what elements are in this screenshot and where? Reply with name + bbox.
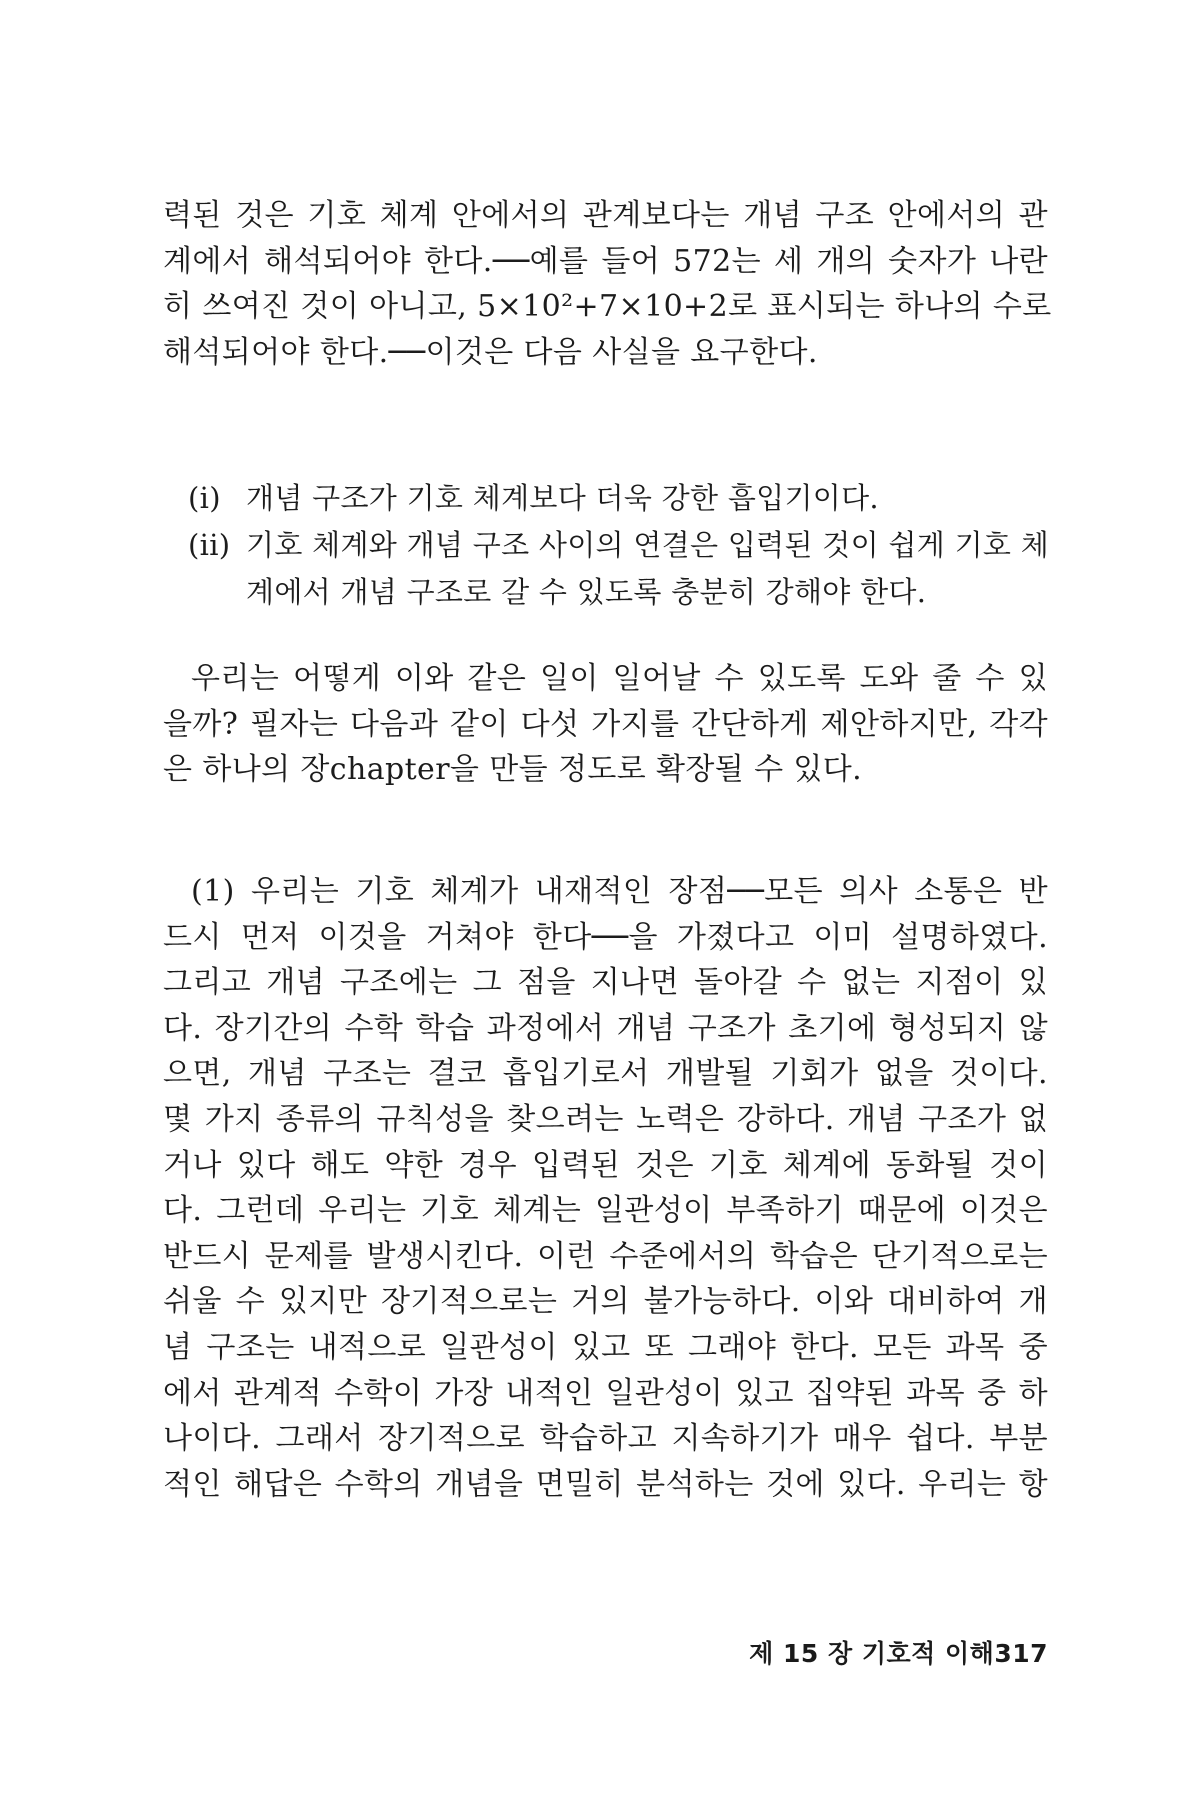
page-number: 317: [994, 1639, 1048, 1668]
paragraph-1-line-1: 력된 것은 기호 체계 안에서의 관계보다는 개념 구조 안에서의 관: [163, 198, 1048, 233]
paragraph-3-line-6: 몇 가지 종류의 규칙성을 찾으려는 노력은 강하다. 개념 구조가 없: [163, 1101, 1048, 1137]
paragraph-3-line-12: 에서 관계적 수학이 가장 내적인 일관성이 있고 집약된 과목 중 하: [163, 1375, 1048, 1411]
paragraph-1-line-3: 히 쓰여진 것이 아니고, 5×10²+7×10+2로 표시되는 하나의 수로: [163, 289, 1052, 325]
paragraph-3-line-7: 거나 있다 해도 약한 경우 입력된 것은 기호 체계에 동화될 것이: [163, 1147, 1048, 1183]
paragraph-2-line-1: 우리는 어떻게 이와 같은 일이 일어날 수 있도록 도와 줄 수 있: [191, 661, 1048, 696]
paragraph-3-line-4: 다. 장기간의 수학 학습 과정에서 개념 구조가 초기에 형성되지 않: [163, 1010, 1048, 1046]
paragraph-3-line-11: 념 구조는 내적으로 일관성이 있고 또 그래야 한다. 모든 과목 중: [163, 1329, 1048, 1365]
paragraph-3-line-10: 쉬울 수 있지만 장기적으로는 거의 불가능하다. 이와 대비하여 개: [163, 1284, 1048, 1320]
paragraph-2-line-2: 을까? 필자는 다음과 같이 다섯 가지를 간단하게 제안하지만, 각각: [163, 706, 1048, 742]
list-item-i: [188, 475, 1048, 522]
paragraph-3-line-8: 다. 그런데 우리는 기호 체계는 일관성이 부족하기 때문에 이것은: [163, 1193, 1048, 1229]
list-item-i-line-1: 개념 구조가 기호 체계보다 더욱 강한 흡입기이다.: [246, 481, 879, 515]
paragraph-3-line-9: 반드시 문제를 발생시킨다. 이런 수준에서의 학습은 단기적으로는: [163, 1238, 1048, 1274]
paragraph-3-line-13: 나이다. 그래서 장기적으로 학습하고 지속하기가 매우 쉽다. 부분: [163, 1421, 1048, 1457]
list-item-ii: [188, 522, 1048, 616]
list-marker-ii: (ii): [188, 528, 231, 562]
paragraph-1: [163, 193, 1052, 375]
running-footer: [720, 1634, 1048, 1670]
paragraph-3-line-1: (1) 우리는 기호 체계가 내재적인 장점──모든 의사 소통은 반: [191, 874, 1048, 909]
list-item-ii-line-1: 기호 체계와 개념 구조 사이의 연결은 입력된 것이 쉽게 기호 체: [246, 528, 1050, 562]
paragraph-3-line-3: 그리고 개념 구조에는 그 점을 지나면 돌아갈 수 없는 지점이 있: [163, 965, 1048, 1001]
paragraph-3: [163, 869, 1048, 1507]
paragraph-3-line-14: 적인 해답은 수학의 개념을 면밀히 분석하는 것에 있다. 우리는 항: [163, 1466, 1048, 1502]
paragraph-3-line-5: 으면, 개념 구조는 결코 흡입기로서 개발될 기회가 없을 것이다.: [163, 1056, 1048, 1092]
list-marker-i: (i): [188, 481, 221, 515]
paragraph-1-line-4: 해석되어야 한다.──이것은 다음 사실을 요구한다.: [163, 334, 818, 370]
paragraph-2: [163, 656, 1048, 793]
chapter-title: 제 15 장 기호적 이해: [749, 1639, 995, 1668]
paragraph-2-line-3: 은 하나의 장chapter을 만들 정도로 확장될 수 있다.: [163, 752, 863, 788]
paragraph-3-line-2: 드시 먼저 이것을 거쳐야 한다──을 가졌다고 이미 설명하였다.: [163, 919, 1048, 955]
list-item-ii-line-2: 계에서 개념 구조로 갈 수 있도록 충분히 강해야 한다.: [246, 575, 927, 609]
paragraph-1-line-2: 계에서 해석되어야 한다.──예를 들어 572는 세 개의 숫자가 나란: [163, 243, 1048, 279]
